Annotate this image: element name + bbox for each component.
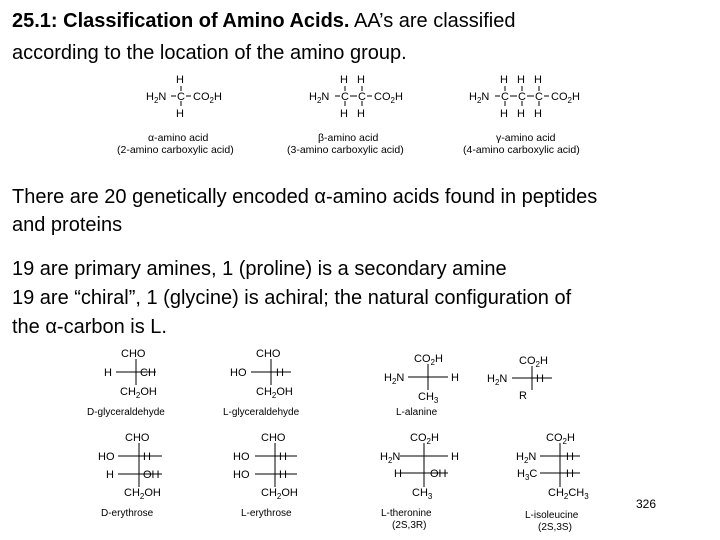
beta-amino-acid-label: β-amino acid bbox=[318, 132, 379, 144]
l-isoleucine-label: L-isoleucine bbox=[525, 510, 579, 521]
para2-line2: 19 are “chiral”, 1 (glycine) is achiral; the natural configuration of bbox=[12, 287, 572, 309]
svg-text:H: H bbox=[279, 469, 287, 481]
svg-text:CH3: $CH_3$ bbox=[418, 391, 439, 405]
svg-text:H2N: $H_2N$ bbox=[309, 91, 330, 105]
para2-line1: 19 are primary amines, 1 (proline) is a secondary amine bbox=[12, 258, 507, 280]
svg-text:C: C bbox=[501, 91, 509, 103]
heading-title: 25.1: Classification of Amino Acids. bbox=[12, 10, 350, 32]
svg-text:CHO: CHO bbox=[256, 348, 281, 360]
svg-text:H: H bbox=[566, 468, 574, 480]
svg-text:H2N: $H_2N$ bbox=[469, 91, 490, 105]
l-alanine-label: L-alanine bbox=[396, 407, 438, 418]
svg-text:H: H bbox=[517, 108, 525, 120]
l-threonine-config: (2S,3R) bbox=[392, 520, 427, 531]
l-isoleucine-config: (2S,3S) bbox=[538, 522, 572, 533]
svg-text:CH2OH: $CH_2OH$ bbox=[261, 487, 298, 501]
svg-text:OH: OH bbox=[430, 468, 447, 480]
svg-text:CH2CH3: $CH_2CH_3$ bbox=[548, 487, 589, 501]
svg-text:H: H bbox=[536, 373, 544, 385]
d-glyceraldehyde-label: D-glyceraldehyde bbox=[87, 407, 165, 418]
svg-text:CO2H: $CO_2H$ bbox=[551, 91, 580, 105]
heading-line-2: according to the location of the amino group. bbox=[12, 42, 407, 64]
para1-line2: and proteins bbox=[12, 214, 123, 236]
svg-text:C: C bbox=[177, 91, 185, 103]
svg-text:H: H bbox=[279, 451, 287, 463]
svg-text:CO2H: $CO_2H$ bbox=[519, 355, 548, 369]
para2-line3: the α-carbon is L. bbox=[12, 316, 167, 338]
svg-text:C: C bbox=[358, 91, 366, 103]
svg-text:OH: OH bbox=[143, 469, 160, 481]
page-number: 326 bbox=[636, 497, 657, 511]
svg-text:H: H bbox=[104, 367, 112, 379]
svg-text:HO: HO bbox=[98, 451, 115, 463]
svg-text:H: H bbox=[176, 74, 184, 86]
svg-text:H: H bbox=[143, 451, 151, 463]
svg-text:H2N: $H_2N$ bbox=[146, 91, 167, 105]
svg-text:CHO: CHO bbox=[261, 432, 286, 444]
svg-text:C: C bbox=[341, 91, 349, 103]
svg-text:H: H bbox=[534, 74, 542, 86]
gamma-amino-acid-iupac: (4-amino carboxylic acid) bbox=[463, 144, 580, 156]
svg-text:HO: HO bbox=[233, 469, 250, 481]
svg-text:H2N: $H_2N$ bbox=[380, 451, 401, 465]
svg-text:H: H bbox=[500, 108, 508, 120]
svg-text:CHO: CHO bbox=[121, 348, 146, 360]
svg-text:H3C: $H_3C$ bbox=[517, 468, 538, 482]
svg-text:H: H bbox=[276, 367, 284, 379]
l-threonine-label: L-theronine bbox=[381, 508, 432, 519]
beta-amino-acid-iupac: (3-amino carboxylic acid) bbox=[287, 144, 404, 156]
svg-text:CH2OH: $CH_2OH$ bbox=[124, 487, 161, 501]
alpha-amino-acid-label: α-amino acid bbox=[148, 132, 209, 144]
svg-text:CH: CH bbox=[140, 367, 156, 379]
svg-text:H: H bbox=[566, 451, 574, 463]
svg-text:R: R bbox=[519, 390, 527, 402]
d-erythrose-label: D-erythrose bbox=[101, 508, 154, 519]
svg-text:H2N: $H_2N$ bbox=[384, 372, 405, 386]
svg-text:CH2OH: $CH_2OH$ bbox=[256, 386, 293, 400]
svg-text:H: H bbox=[451, 372, 459, 384]
svg-text:H: H bbox=[176, 108, 184, 120]
svg-text:HO: HO bbox=[233, 451, 250, 463]
svg-text:CHO: CHO bbox=[125, 432, 150, 444]
l-erythrose-label: L-erythrose bbox=[241, 508, 292, 519]
svg-text:CO2H: $CO_2H$ bbox=[546, 432, 575, 446]
alpha-amino-acid-iupac: (2-amino carboxylic acid) bbox=[117, 144, 234, 156]
svg-text:CO2H: $CO_2H$ bbox=[374, 91, 403, 105]
svg-text:H: H bbox=[357, 74, 365, 86]
svg-text:H: H bbox=[451, 451, 459, 463]
svg-text:HO: HO bbox=[230, 367, 247, 379]
svg-text:H: H bbox=[517, 74, 525, 86]
svg-text:H2N: $H_2N$ bbox=[516, 451, 537, 465]
svg-text:H2N: $H_2N$ bbox=[487, 373, 508, 387]
svg-text:H: H bbox=[340, 74, 348, 86]
svg-text:CH2OH: $CH_2OH$ bbox=[120, 386, 157, 400]
svg-text:H: H bbox=[500, 74, 508, 86]
svg-text:H: H bbox=[340, 108, 348, 120]
svg-text:H: H bbox=[106, 469, 114, 481]
gamma-amino-acid-label: γ-amino acid bbox=[496, 132, 556, 144]
svg-text:CO2H: $CO_2H$ bbox=[410, 432, 439, 446]
heading-rest: AA’s are classified bbox=[353, 10, 516, 32]
svg-text:CH3: $CH_3$ bbox=[412, 487, 433, 501]
svg-text:C: C bbox=[535, 91, 543, 103]
svg-text:H: H bbox=[357, 108, 365, 120]
svg-text:H: H bbox=[394, 468, 402, 480]
svg-text:H: H bbox=[534, 108, 542, 120]
svg-text:CO2H: $CO_2H$ bbox=[414, 353, 443, 367]
svg-text:C: C bbox=[518, 91, 526, 103]
l-glyceraldehyde-label: L-glyceraldehyde bbox=[223, 407, 300, 418]
para1-line1: There are 20 genetically encoded α-amino acids found in peptides bbox=[12, 186, 598, 208]
svg-text:CO2H: $CO_2H$ bbox=[193, 91, 222, 105]
